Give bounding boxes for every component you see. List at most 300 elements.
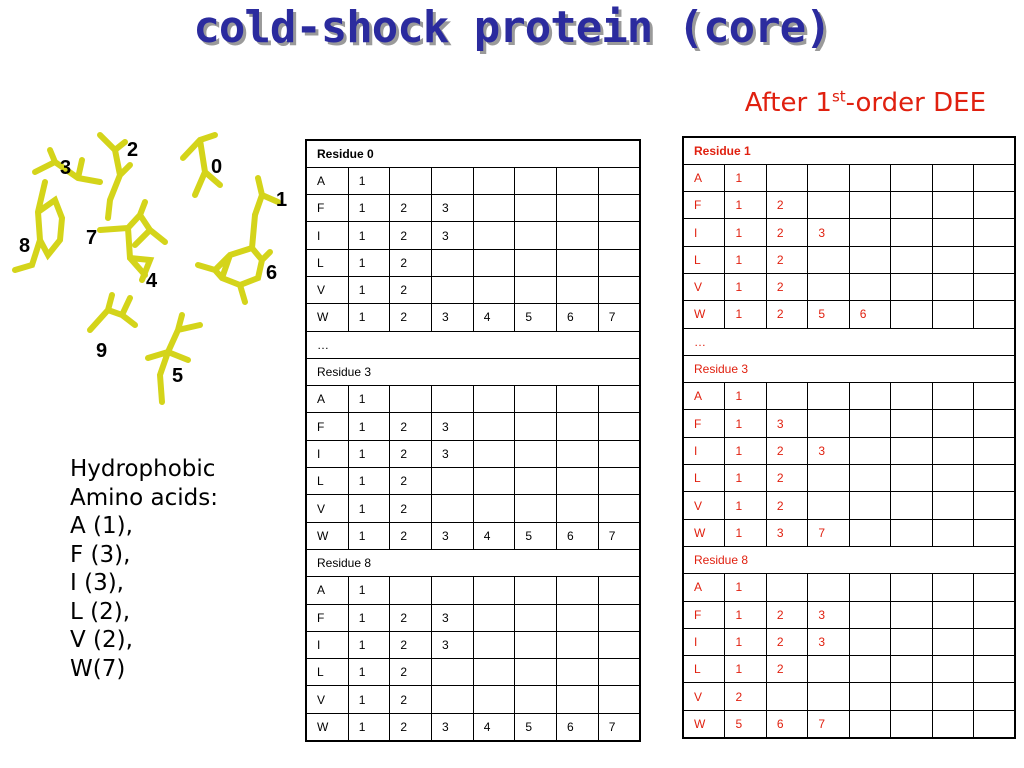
rotamer-cell (598, 577, 640, 604)
rotamer-cell (849, 656, 890, 683)
rotamer-cell (849, 383, 890, 410)
table-row (306, 304, 640, 331)
table-row (306, 249, 640, 276)
rotamer-cell: 4 (473, 304, 515, 331)
rotamer-cell (932, 601, 973, 628)
rotamer-cell (974, 410, 1015, 437)
slide-title: cold-shock protein (core) (193, 2, 831, 53)
rotamer-cell: 2 (390, 222, 432, 249)
rotamer-cell (766, 383, 807, 410)
rotamer-cell (557, 604, 599, 631)
rotamer-cell (766, 164, 807, 191)
rotamer-cell: 5 (515, 713, 557, 740)
rotamer-cell (974, 465, 1015, 492)
protein-core-structure (0, 120, 300, 420)
rotamer-cell (932, 710, 973, 737)
rotamer-cell (891, 628, 932, 655)
rotamer-cell (974, 492, 1015, 519)
rotamer-cell (974, 219, 1015, 246)
table-row (683, 383, 1015, 410)
rotamer-cell: 1 (725, 574, 766, 601)
amino-acid-cell: V (683, 492, 725, 519)
rotamer-cell (598, 222, 640, 249)
rotamer-cell (974, 656, 1015, 683)
rotamer-cell (932, 410, 973, 437)
section-header-cell: … (683, 328, 1015, 355)
table-section-header (306, 140, 640, 167)
rotamer-cell: 2 (390, 304, 432, 331)
rotamer-cell (515, 604, 557, 631)
rotamer-cell: 2 (766, 301, 807, 328)
amino-acid-cell: L (306, 468, 348, 495)
amino-acid-cell: F (306, 413, 348, 440)
amino-acid-cell: V (683, 683, 725, 710)
rotamer-cell (932, 519, 973, 546)
rotamer-cell (390, 577, 432, 604)
rotamer-cell (932, 219, 973, 246)
rotamer-cell: 3 (432, 304, 474, 331)
table-row (683, 628, 1015, 655)
table-section-header (683, 355, 1015, 382)
amino-acid-cell: V (683, 273, 725, 300)
rotamer-cell (932, 683, 973, 710)
rotamer-cell (932, 246, 973, 273)
rotamer-cell (974, 301, 1015, 328)
amino-acid-cell: I (306, 440, 348, 467)
rotamer-cell (515, 495, 557, 522)
amino-acid-cell: I (683, 219, 725, 246)
rotamer-cell: 6 (557, 304, 599, 331)
amino-acid-cell: W (683, 301, 725, 328)
rotamer-cell (974, 628, 1015, 655)
rotamer-cell (598, 386, 640, 413)
rotamer-cell: 1 (348, 713, 390, 740)
rotamer-cell (557, 413, 599, 440)
rotamer-cell (473, 659, 515, 686)
rotamer-cell: 1 (348, 386, 390, 413)
rotamer-cell (891, 519, 932, 546)
amino-acid-cell: L (306, 659, 348, 686)
rotamer-cell: 1 (725, 301, 766, 328)
after-dee-label (745, 88, 986, 118)
rotamer-cell (557, 222, 599, 249)
rotamer-cell (932, 383, 973, 410)
rotamer-cell: 1 (725, 219, 766, 246)
rotamer-cell (557, 276, 599, 303)
rotamer-cell (515, 413, 557, 440)
rotamer-cell: 3 (808, 219, 849, 246)
rotamer-cell: 6 (557, 522, 599, 549)
rotamer-cell: 2 (390, 522, 432, 549)
rotamer-cell (808, 492, 849, 519)
amino-acid-cell: V (306, 495, 348, 522)
table-row (683, 164, 1015, 191)
rotamer-cell: 3 (432, 604, 474, 631)
rotamer-cell (808, 192, 849, 219)
rotamer-cell: 1 (348, 413, 390, 440)
table-row (306, 631, 640, 658)
rotamer-cell (432, 386, 474, 413)
table-row (683, 410, 1015, 437)
rotamer-cell: 3 (766, 410, 807, 437)
rotamer-cell: 1 (348, 604, 390, 631)
rotamer-cell: 1 (348, 686, 390, 713)
rotamer-cell (598, 659, 640, 686)
rotamer-cell (473, 222, 515, 249)
rotamer-cell: 3 (808, 628, 849, 655)
amino-acid-cell: L (683, 656, 725, 683)
rotamer-cell (557, 577, 599, 604)
table-row (683, 273, 1015, 300)
rotamer-cell (974, 192, 1015, 219)
rotamer-cell: 2 (766, 656, 807, 683)
rotamer-cell: 5 (808, 301, 849, 328)
table-row (683, 219, 1015, 246)
rotamer-cell (598, 468, 640, 495)
rotamer-cell (515, 222, 557, 249)
rotamer-table-before (305, 139, 641, 742)
rotamer-cell: 2 (766, 492, 807, 519)
rotamer-cell (473, 167, 515, 194)
amino-acid-cell: W (306, 522, 348, 549)
hydro-line: I (3), (70, 570, 124, 596)
rotamer-cell (974, 519, 1015, 546)
table-section-header (306, 331, 640, 358)
rotamer-cell (849, 628, 890, 655)
rotamer-cell (849, 219, 890, 246)
rotamer-cell: 1 (725, 465, 766, 492)
rotamer-cell (473, 195, 515, 222)
table-row (306, 522, 640, 549)
rotamer-cell (515, 195, 557, 222)
rotamer-cell (432, 468, 474, 495)
residue-label-9: 9 (96, 340, 108, 362)
table-row (306, 659, 640, 686)
rotamer-cell (432, 659, 474, 686)
rotamer-cell (849, 492, 890, 519)
rotamer-cell (473, 276, 515, 303)
table-row (683, 465, 1015, 492)
amino-acid-cell: I (306, 222, 348, 249)
rotamer-cell (432, 167, 474, 194)
amino-acid-cell: I (683, 437, 725, 464)
rotamer-cell (473, 631, 515, 658)
rotamer-cell: 2 (766, 192, 807, 219)
amino-acid-cell: L (683, 246, 725, 273)
rotamer-cell: 7 (808, 519, 849, 546)
rotamer-cell: 3 (766, 519, 807, 546)
hydro-line: V (2), (70, 627, 133, 653)
rotamer-cell (808, 574, 849, 601)
table-row (306, 468, 640, 495)
table-row (306, 195, 640, 222)
rotamer-cell: 1 (725, 164, 766, 191)
residue-label-4: 4 (146, 270, 158, 292)
section-header-cell: Residue 8 (683, 546, 1015, 573)
amino-acid-cell: A (306, 577, 348, 604)
rotamer-cell (390, 167, 432, 194)
residue-label-0: 0 (211, 156, 223, 178)
residue-9-stick (90, 295, 135, 330)
rotamer-cell (932, 656, 973, 683)
rotamer-cell: 7 (598, 522, 640, 549)
table-row (683, 192, 1015, 219)
rotamer-cell (974, 383, 1015, 410)
rotamer-cell: 2 (390, 440, 432, 467)
amino-acid-cell: A (306, 167, 348, 194)
rotamer-cell (891, 383, 932, 410)
table-section-header (683, 137, 1015, 164)
amino-acid-cell: I (683, 628, 725, 655)
rotamer-cell: 6 (766, 710, 807, 737)
amino-acid-cell: L (683, 465, 725, 492)
section-header-cell: Residue 3 (306, 358, 640, 385)
rotamer-cell: 2 (766, 437, 807, 464)
rotamer-cell (849, 273, 890, 300)
rotamer-cell (849, 683, 890, 710)
hydro-line: Hydrophobic (70, 456, 216, 482)
rotamer-cell (808, 465, 849, 492)
rotamer-cell: 2 (766, 246, 807, 273)
rotamer-cell: 1 (348, 304, 390, 331)
rotamer-cell: 5 (725, 710, 766, 737)
rotamer-cell (849, 192, 890, 219)
rotamer-cell (808, 164, 849, 191)
rotamer-cell: 5 (515, 522, 557, 549)
rotamer-cell (473, 413, 515, 440)
rotamer-cell (849, 246, 890, 273)
rotamer-cell (515, 686, 557, 713)
table-row (306, 222, 640, 249)
rotamer-cell: 2 (390, 195, 432, 222)
rotamer-cell: 2 (390, 659, 432, 686)
table-row (683, 437, 1015, 464)
rotamer-cell: 6 (557, 713, 599, 740)
amino-acid-cell: F (683, 601, 725, 628)
rotamer-cell (557, 686, 599, 713)
rotamer-cell (515, 440, 557, 467)
rotamer-cell: 3 (432, 522, 474, 549)
rotamer-cell (974, 246, 1015, 273)
amino-acid-cell: A (306, 386, 348, 413)
residue-5-stick (148, 315, 200, 402)
table-row (306, 440, 640, 467)
rotamer-cell (891, 574, 932, 601)
rotamer-cell (473, 386, 515, 413)
amino-acid-cell: A (683, 383, 725, 410)
rotamer-cell: 3 (432, 222, 474, 249)
rotamer-cell: 1 (725, 410, 766, 437)
table-row (306, 167, 640, 194)
rotamer-cell (891, 410, 932, 437)
rotamer-cell (598, 686, 640, 713)
rotamer-cell: 1 (348, 195, 390, 222)
rotamer-cell (598, 249, 640, 276)
rotamer-cell (849, 437, 890, 464)
hydro-line: A (1), (70, 513, 133, 539)
section-header-cell: Residue 3 (683, 355, 1015, 382)
rotamer-cell (808, 683, 849, 710)
table-row (683, 301, 1015, 328)
rotamer-cell (557, 659, 599, 686)
rotamer-cell (891, 492, 932, 519)
rotamer-cell (766, 574, 807, 601)
rotamer-cell: 5 (515, 304, 557, 331)
hydro-line: L (2), (70, 598, 131, 625)
rotamer-cell (891, 219, 932, 246)
rotamer-cell: 2 (390, 413, 432, 440)
rotamer-cell (432, 686, 474, 713)
rotamer-cell (557, 631, 599, 658)
rotamer-cell (515, 468, 557, 495)
table-row (683, 246, 1015, 273)
rotamer-cell: 2 (766, 601, 807, 628)
rotamer-cell (473, 495, 515, 522)
rotamer-cell (515, 249, 557, 276)
rotamer-cell: 1 (725, 656, 766, 683)
rotamer-cell: 1 (348, 167, 390, 194)
rotamer-cell (515, 577, 557, 604)
rotamer-cell (849, 710, 890, 737)
rotamer-cell (891, 601, 932, 628)
rotamer-cell: 1 (725, 628, 766, 655)
rotamer-cell: 3 (432, 631, 474, 658)
table-row (683, 519, 1015, 546)
residue-1-stick (255, 178, 278, 215)
table-section-header (683, 546, 1015, 573)
rotamer-cell (974, 273, 1015, 300)
rotamer-cell (598, 604, 640, 631)
rotamer-cell (808, 656, 849, 683)
rotamer-cell (598, 413, 640, 440)
rotamer-cell: 2 (390, 249, 432, 276)
rotamer-cell (598, 495, 640, 522)
rotamer-cell (932, 465, 973, 492)
rotamer-cell (891, 437, 932, 464)
rotamer-cell (432, 577, 474, 604)
rotamer-cell (557, 495, 599, 522)
rotamer-cell: 3 (808, 601, 849, 628)
rotamer-cell (849, 519, 890, 546)
table-row (306, 713, 640, 740)
rotamer-cell: 3 (432, 195, 474, 222)
amino-acid-cell: W (683, 519, 725, 546)
rotamer-cell: 7 (598, 304, 640, 331)
rotamer-cell: 4 (473, 522, 515, 549)
rotamer-cell (849, 410, 890, 437)
table-section-header (683, 328, 1015, 355)
residue-label-1: 1 (276, 189, 288, 211)
rotamer-cell: 3 (432, 413, 474, 440)
rotamer-cell (932, 574, 973, 601)
rotamer-cell (974, 710, 1015, 737)
rotamer-cell (515, 631, 557, 658)
residue-label-7: 7 (86, 227, 98, 249)
table-row (306, 276, 640, 303)
rotamer-cell: 7 (808, 710, 849, 737)
residue-label-8: 8 (19, 235, 31, 257)
rotamer-cell (849, 465, 890, 492)
rotamer-cell (891, 656, 932, 683)
rotamer-cell: 3 (432, 440, 474, 467)
rotamer-cell: 1 (725, 192, 766, 219)
rotamer-cell (557, 195, 599, 222)
hydro-line: F (3), (70, 541, 131, 568)
table-row (683, 710, 1015, 737)
table-row (306, 604, 640, 631)
rotamer-cell (849, 164, 890, 191)
amino-acid-cell: F (683, 410, 725, 437)
rotamer-cell (932, 273, 973, 300)
section-header-cell: … (306, 331, 640, 358)
rotamer-cell (432, 276, 474, 303)
rotamer-cell (974, 574, 1015, 601)
rotamer-cell: 2 (725, 683, 766, 710)
rotamer-cell: 1 (725, 383, 766, 410)
amino-acid-cell: L (306, 249, 348, 276)
rotamer-cell: 1 (725, 519, 766, 546)
rotamer-cell: 4 (473, 713, 515, 740)
amino-acid-cell: A (683, 574, 725, 601)
rotamer-cell: 1 (348, 577, 390, 604)
amino-acid-cell: I (306, 631, 348, 658)
residue-label-2: 2 (127, 139, 139, 161)
amino-acid-cell: V (306, 686, 348, 713)
rotamer-cell: 1 (725, 246, 766, 273)
hydrophobic-amino-acids-list (70, 455, 218, 683)
rotamer-cell (974, 437, 1015, 464)
rotamer-cell: 2 (390, 604, 432, 631)
rotamer-cell (808, 383, 849, 410)
rotamer-cell (473, 468, 515, 495)
amino-acid-cell: F (306, 604, 348, 631)
rotamer-cell (515, 386, 557, 413)
rotamer-cell (932, 301, 973, 328)
rotamer-cell (598, 440, 640, 467)
residue-2-stick (100, 135, 130, 218)
rotamer-cell (891, 164, 932, 191)
rotamer-cell: 1 (348, 659, 390, 686)
rotamer-cell (808, 246, 849, 273)
rotamer-cell: 1 (348, 249, 390, 276)
rotamer-cell: 2 (390, 468, 432, 495)
rotamer-cell (849, 601, 890, 628)
rotamer-cell: 1 (348, 440, 390, 467)
rotamer-cell (891, 273, 932, 300)
table-section-header (306, 358, 640, 385)
rotamer-cell (974, 683, 1015, 710)
residue-label-3: 3 (60, 157, 72, 179)
rotamer-cell (390, 386, 432, 413)
rotamer-cell: 2 (390, 276, 432, 303)
rotamer-cell (891, 301, 932, 328)
rotamer-cell (598, 631, 640, 658)
rotamer-cell (515, 167, 557, 194)
rotamer-cell (932, 628, 973, 655)
rotamer-cell (432, 249, 474, 276)
rotamer-cell (932, 192, 973, 219)
rotamer-cell: 3 (432, 713, 474, 740)
rotamer-cell: 1 (725, 273, 766, 300)
rotamer-cell (932, 492, 973, 519)
section-header-cell: Residue 8 (306, 549, 640, 576)
table-section-header (306, 549, 640, 576)
rotamer-cell (891, 246, 932, 273)
rotamer-cell (891, 465, 932, 492)
rotamer-cell (557, 440, 599, 467)
rotamer-cell (598, 195, 640, 222)
rotamer-cell (432, 495, 474, 522)
